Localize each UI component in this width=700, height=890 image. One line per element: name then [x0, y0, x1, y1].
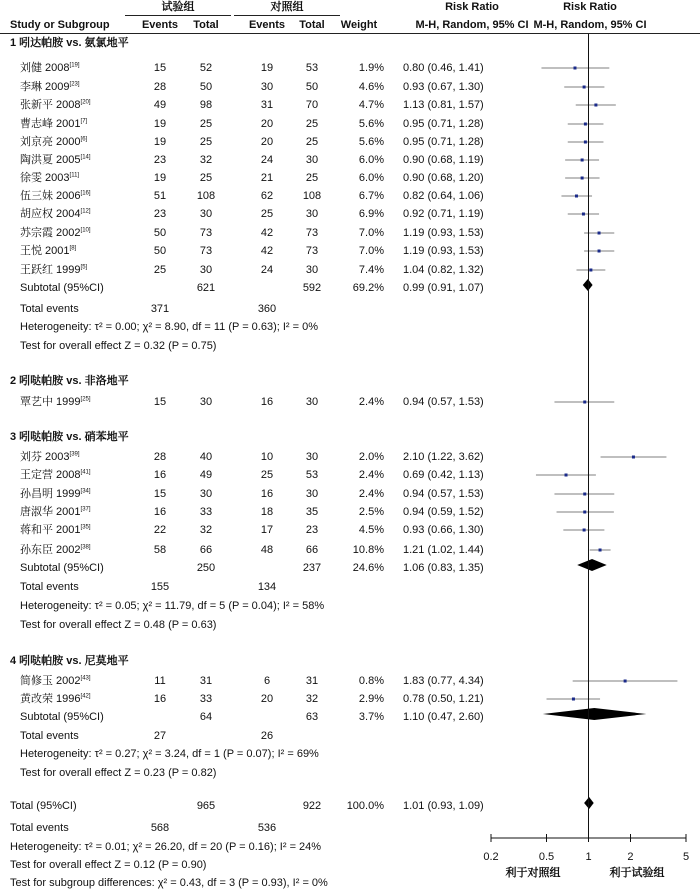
total-events-label: Total events — [20, 303, 79, 315]
study-total2: 25 — [305, 118, 319, 130]
point-estimate — [584, 123, 587, 126]
subtotal-diamond — [583, 279, 593, 291]
study-events2: 48 — [260, 544, 274, 556]
subtotal-weight: 69.2% — [352, 282, 384, 294]
study-events1: 51 — [153, 190, 167, 202]
study-events2: 30 — [260, 81, 274, 93]
total-heterogeneity-text: Heterogeneity: τ² = 0.01; χ² = 26.20, df = 20 (P = 0.16); I² = 24% — [10, 841, 322, 853]
study-reference: [14] — [80, 154, 91, 161]
study-weight: 5.6% — [358, 136, 384, 148]
study-total2: 66 — [305, 544, 319, 556]
study-total1: 30 — [199, 488, 213, 500]
subtotal-diamond — [577, 559, 606, 571]
study-reference: [38] — [80, 544, 91, 551]
study-total2: 73 — [305, 245, 319, 257]
study-reference: [43] — [80, 675, 91, 682]
study-events2: 6 — [263, 675, 271, 687]
study-name: 刘健 2008[19] — [20, 62, 80, 74]
subtotal-label: Subtotal (95%CI) — [20, 562, 104, 574]
study-name: 陶洪夏 2005[14] — [20, 154, 91, 166]
study-reference: [5] — [80, 264, 88, 271]
point-estimate — [573, 67, 576, 70]
study-name: 徐雯 2003[11] — [20, 172, 80, 184]
study-weight: 6.0% — [358, 172, 384, 184]
point-estimate — [582, 213, 585, 216]
study-reference: [16] — [80, 190, 91, 197]
study-ci: 0.94 (0.57, 1.53) — [403, 396, 484, 408]
total-events-events2: 536 — [257, 822, 277, 834]
study-events2: 20 — [260, 693, 274, 705]
study-total1: 30 — [199, 208, 213, 220]
study-events1: 15 — [153, 62, 167, 74]
study-weight: 1.9% — [358, 62, 384, 74]
subgroup-title: 3 吲哒帕胺 vs. 硝苯地平 — [10, 431, 129, 443]
x-tick-label: 1 — [585, 851, 592, 863]
study-total2: 25 — [305, 136, 319, 148]
study-name: 张新平 2008[20] — [20, 99, 91, 111]
overall-effect-text: Test for overall effect Z = 0.32 (P = 0.75) — [20, 340, 217, 352]
subtotal-ci: 1.06 (0.83, 1.35) — [403, 562, 484, 574]
study-events2: 42 — [260, 245, 274, 257]
study-events2: 20 — [260, 118, 274, 130]
study-ci: 0.95 (0.71, 1.28) — [403, 136, 484, 148]
study-events1: 19 — [153, 118, 167, 130]
study-events2: 25 — [260, 469, 274, 481]
study-ci: 0.80 (0.46, 1.41) — [403, 62, 484, 74]
point-estimate — [572, 698, 575, 701]
study-ci: 1.21 (1.02, 1.44) — [403, 544, 484, 556]
study-name: 黄改荣 1996[42] — [20, 693, 91, 705]
total-events-label: Total events — [10, 822, 69, 834]
study-total2: 31 — [305, 675, 319, 687]
study-weight: 4.5% — [358, 524, 384, 536]
study-weight: 6.7% — [358, 190, 384, 202]
study-events2: 42 — [260, 227, 274, 239]
subtotal-total2: 237 — [302, 562, 322, 574]
subtotal-total2: 592 — [302, 282, 322, 294]
events2-header: Events — [248, 19, 286, 31]
study-weight: 7.0% — [358, 227, 384, 239]
study-events1: 16 — [153, 469, 167, 481]
point-estimate — [594, 104, 597, 107]
total-events-events2: 360 — [257, 303, 277, 315]
study-weight: 2.5% — [358, 506, 384, 518]
point-estimate — [581, 159, 584, 162]
study-events2: 10 — [260, 451, 274, 463]
study-weight: 4.6% — [358, 81, 384, 93]
study-events2: 25 — [260, 208, 274, 220]
total-weight: 100.0% — [346, 800, 384, 812]
point-estimate — [583, 511, 586, 514]
study-total2: 25 — [305, 172, 319, 184]
total-total2: 922 — [302, 800, 322, 812]
study-total1: 73 — [199, 227, 213, 239]
study-reference: [8] — [69, 245, 77, 252]
study-total1: 49 — [199, 469, 213, 481]
study-events1: 16 — [153, 506, 167, 518]
study-name: 覃艺中 1999[25] — [20, 396, 91, 408]
study-total2: 108 — [302, 190, 322, 202]
study-reference: [7] — [80, 118, 88, 125]
study-ci: 1.19 (0.93, 1.53) — [403, 245, 484, 257]
study-events1: 28 — [153, 81, 167, 93]
study-total2: 50 — [305, 81, 319, 93]
study-total2: 30 — [305, 154, 319, 166]
study-events1: 22 — [153, 524, 167, 536]
study-total1: 40 — [199, 451, 213, 463]
point-estimate — [624, 680, 627, 683]
study-name: 王悦 2001[8] — [20, 245, 77, 257]
risk-ratio-header-left: Risk Ratio — [445, 1, 499, 13]
study-weight: 5.6% — [358, 118, 384, 130]
study-events1: 50 — [153, 227, 167, 239]
subtotal-total1: 64 — [199, 711, 213, 723]
study-events1: 19 — [153, 136, 167, 148]
study-total2: 30 — [305, 208, 319, 220]
study-events1: 28 — [153, 451, 167, 463]
total-events-events1: 155 — [150, 581, 170, 593]
heterogeneity-text: Heterogeneity: τ² = 0.27; χ² = 3.24, df = 1 (P = 0.07); I² = 69% — [20, 748, 319, 760]
point-estimate — [632, 456, 635, 459]
study-ci: 0.93 (0.67, 1.30) — [403, 81, 484, 93]
study-total2: 35 — [305, 506, 319, 518]
study-events1: 15 — [153, 488, 167, 500]
subtotal-ci: 1.10 (0.47, 2.60) — [403, 711, 484, 723]
subgroup-title: 4 吲哒帕胺 vs. 尼莫地平 — [10, 655, 129, 667]
total-events-events1: 371 — [150, 303, 170, 315]
study-name: 伍三妹 2006[16] — [20, 190, 91, 202]
total-label: Total (95%CI) — [10, 800, 77, 812]
study-name: 王跃红 1999[5] — [20, 264, 88, 276]
total-events-label: Total events — [20, 581, 79, 593]
study-total2: 70 — [305, 99, 319, 111]
subgroup-difference-text: Test for subgroup differences: χ² = 0.43, df = 3 (P = 0.93), I² = 0% — [10, 877, 328, 889]
study-ci: 0.69 (0.42, 1.13) — [403, 469, 484, 481]
study-ci: 0.78 (0.50, 1.21) — [403, 693, 484, 705]
study-reference: [41] — [80, 469, 91, 476]
study-ci: 0.82 (0.64, 1.06) — [403, 190, 484, 202]
study-total1: 32 — [199, 524, 213, 536]
study-events2: 31 — [260, 99, 274, 111]
study-name: 王定营 2008[41] — [20, 469, 91, 481]
study-ci: 0.94 (0.59, 1.52) — [403, 506, 484, 518]
study-ci: 1.83 (0.77, 4.34) — [403, 675, 484, 687]
study-events2: 62 — [260, 190, 274, 202]
study-name: 胡应权 2004[12] — [20, 208, 91, 220]
favours-treatment-label: 利于试验组 — [609, 867, 665, 879]
study-weight: 2.4% — [358, 469, 384, 481]
point-estimate — [565, 474, 568, 477]
study-total1: 25 — [199, 172, 213, 184]
study-total1: 33 — [199, 506, 213, 518]
study-total2: 73 — [305, 227, 319, 239]
study-total1: 33 — [199, 693, 213, 705]
point-estimate — [581, 177, 584, 180]
study-weight: 2.9% — [358, 693, 384, 705]
study-weight: 0.8% — [358, 675, 384, 687]
study-reference: [23] — [69, 81, 80, 88]
subtotal-total1: 250 — [196, 562, 216, 574]
heterogeneity-text: Heterogeneity: τ² = 0.00; χ² = 8.90, df = 11 (P = 0.63); I² = 0% — [20, 321, 319, 333]
study-ci: 0.90 (0.68, 1.19) — [403, 154, 484, 166]
study-events2: 21 — [260, 172, 274, 184]
weight-header: Weight — [340, 19, 378, 31]
group2-header: 对照组 — [270, 1, 304, 13]
study-weight: 6.9% — [358, 208, 384, 220]
study-events1: 23 — [153, 154, 167, 166]
study-reference: [6] — [80, 136, 88, 143]
point-estimate — [583, 493, 586, 496]
events1-header: Events — [141, 19, 179, 31]
risk-ratio-header-right: Risk Ratio — [563, 1, 617, 13]
study-events1: 19 — [153, 172, 167, 184]
study-ci: 2.10 (1.22, 3.62) — [403, 451, 484, 463]
study-events1: 23 — [153, 208, 167, 220]
overall-effect-text: Test for overall effect Z = 0.23 (P = 0.82) — [20, 767, 217, 779]
study-total2: 53 — [305, 469, 319, 481]
favours-control-label: 利于对照组 — [505, 867, 561, 879]
study-reference: [19] — [69, 62, 80, 69]
x-tick-label: 0.2 — [483, 851, 499, 863]
point-estimate — [598, 250, 601, 253]
study-name: 简修玉 2002[43] — [20, 675, 91, 687]
study-ci: 0.95 (0.71, 1.28) — [403, 118, 484, 130]
study-total1: 32 — [199, 154, 213, 166]
study-total2: 30 — [305, 396, 319, 408]
point-estimate — [599, 549, 602, 552]
study-reference: [20] — [80, 99, 91, 106]
study-total1: 98 — [199, 99, 213, 111]
subgroup-title: 2 吲哒帕胺 vs. 非洛地平 — [10, 375, 129, 387]
point-estimate — [583, 529, 586, 532]
total-overall-effect-text: Test for overall effect Z = 0.12 (P = 0.90) — [10, 859, 207, 871]
study-ci: 1.13 (0.81, 1.57) — [403, 99, 484, 111]
group1-header: 试验组 — [161, 1, 195, 13]
study-events1: 50 — [153, 245, 167, 257]
total-total1: 965 — [196, 800, 216, 812]
study-total1: 50 — [199, 81, 213, 93]
subtotal-label: Subtotal (95%CI) — [20, 711, 104, 723]
study-reference: [37] — [80, 506, 91, 513]
study-total1: 25 — [199, 136, 213, 148]
study-ci: 1.04 (0.82, 1.32) — [403, 264, 484, 276]
study-column-header: Study or Subgroup — [10, 19, 110, 31]
study-weight: 2.4% — [358, 488, 384, 500]
study-weight: 7.0% — [358, 245, 384, 257]
point-estimate — [583, 401, 586, 404]
total-ci: 1.01 (0.93, 1.09) — [403, 800, 484, 812]
study-name: 孙昌明 1999[34] — [20, 488, 91, 500]
subtotal-weight: 24.6% — [352, 562, 384, 574]
study-name: 曹志峰 2001[7] — [20, 118, 88, 130]
study-events1: 58 — [153, 544, 167, 556]
study-events2: 24 — [260, 154, 274, 166]
study-total1: 73 — [199, 245, 213, 257]
point-estimate — [598, 232, 601, 235]
study-weight: 2.4% — [358, 396, 384, 408]
study-total1: 108 — [196, 190, 216, 202]
study-total1: 30 — [199, 396, 213, 408]
point-estimate — [584, 141, 587, 144]
study-events1: 16 — [153, 693, 167, 705]
study-name: 刘京亮 2000[6] — [20, 136, 88, 148]
heterogeneity-text: Heterogeneity: τ² = 0.05; χ² = 11.79, df = 5 (P = 0.04); I² = 58% — [20, 600, 325, 612]
study-reference: [12] — [80, 208, 91, 215]
x-tick-label: 0.5 — [538, 851, 555, 863]
point-estimate — [589, 269, 592, 272]
study-events2: 16 — [260, 396, 274, 408]
study-total2: 53 — [305, 62, 319, 74]
study-total1: 31 — [199, 675, 213, 687]
study-weight: 2.0% — [358, 451, 384, 463]
study-events2: 17 — [260, 524, 274, 536]
total-events-events2: 26 — [260, 730, 274, 742]
subtotal-total1: 621 — [196, 282, 216, 294]
x-tick-label: 2 — [627, 851, 634, 863]
study-ci: 0.94 (0.57, 1.53) — [403, 488, 484, 500]
point-estimate — [583, 86, 586, 89]
study-reference: [34] — [80, 488, 91, 495]
study-events2: 19 — [260, 62, 274, 74]
x-tick-label: 5 — [682, 851, 690, 863]
study-name: 苏宗霞 2002[10] — [20, 227, 91, 239]
study-events1: 49 — [153, 99, 167, 111]
study-ci: 1.19 (0.93, 1.53) — [403, 227, 484, 239]
subtotal-weight: 3.7% — [358, 711, 384, 723]
study-reference: [35] — [80, 524, 91, 531]
subtotal-diamond — [543, 708, 647, 720]
study-weight: 4.7% — [358, 99, 384, 111]
subtotal-total2: 63 — [305, 711, 319, 723]
study-events1: 25 — [153, 264, 167, 276]
total-events-events2: 134 — [257, 581, 277, 593]
study-name: 李琳 2009[23] — [20, 81, 80, 93]
study-name: 唐淑华 2001[37] — [20, 506, 91, 518]
study-reference: [42] — [80, 693, 91, 700]
method-header-left: M-H, Random, 95% CI — [415, 19, 529, 31]
method-header-right: M-H, Random, 95% CI — [533, 19, 647, 31]
study-events2: 16 — [260, 488, 274, 500]
study-events1: 11 — [154, 675, 166, 687]
study-reference: [11] — [69, 172, 80, 179]
study-name: 孙东臣 2002[38] — [20, 544, 91, 556]
study-total1: 66 — [199, 544, 213, 556]
study-weight: 10.8% — [352, 544, 384, 556]
total-events-events1: 568 — [150, 822, 170, 834]
study-weight: 6.0% — [358, 154, 384, 166]
study-total2: 23 — [305, 524, 319, 536]
study-weight: 7.4% — [358, 264, 384, 276]
study-total2: 32 — [305, 693, 319, 705]
study-total2: 30 — [305, 264, 319, 276]
study-ci: 0.92 (0.71, 1.19) — [403, 208, 484, 220]
study-events1: 15 — [153, 396, 167, 408]
study-events2: 24 — [260, 264, 274, 276]
study-total1: 25 — [199, 118, 213, 130]
point-estimate — [575, 195, 578, 198]
total2-header: Total — [299, 19, 325, 31]
study-events2: 20 — [260, 136, 274, 148]
study-events2: 18 — [260, 506, 274, 518]
subtotal-ci: 0.99 (0.91, 1.07) — [403, 282, 484, 294]
study-total1: 52 — [199, 62, 213, 74]
subtotal-label: Subtotal (95%CI) — [20, 282, 104, 294]
study-name: 蒋和平 2001[35] — [20, 524, 91, 536]
total-events-events1: 27 — [153, 730, 167, 742]
study-total1: 30 — [199, 264, 213, 276]
study-total2: 30 — [305, 451, 319, 463]
overall-effect-text: Test for overall effect Z = 0.48 (P = 0.63) — [20, 619, 217, 631]
study-name: 刘芬 2003[39] — [20, 451, 80, 463]
study-reference: [39] — [69, 451, 80, 458]
total-events-label: Total events — [20, 730, 79, 742]
study-reference: [25] — [80, 396, 91, 403]
study-ci: 0.93 (0.66, 1.30) — [403, 524, 484, 536]
study-ci: 0.90 (0.68, 1.20) — [403, 172, 484, 184]
subgroup-title: 1 吲达帕胺 vs. 氨氯地平 — [10, 37, 129, 49]
study-reference: [10] — [80, 227, 91, 234]
study-total2: 30 — [305, 488, 319, 500]
total1-header: Total — [193, 19, 219, 31]
